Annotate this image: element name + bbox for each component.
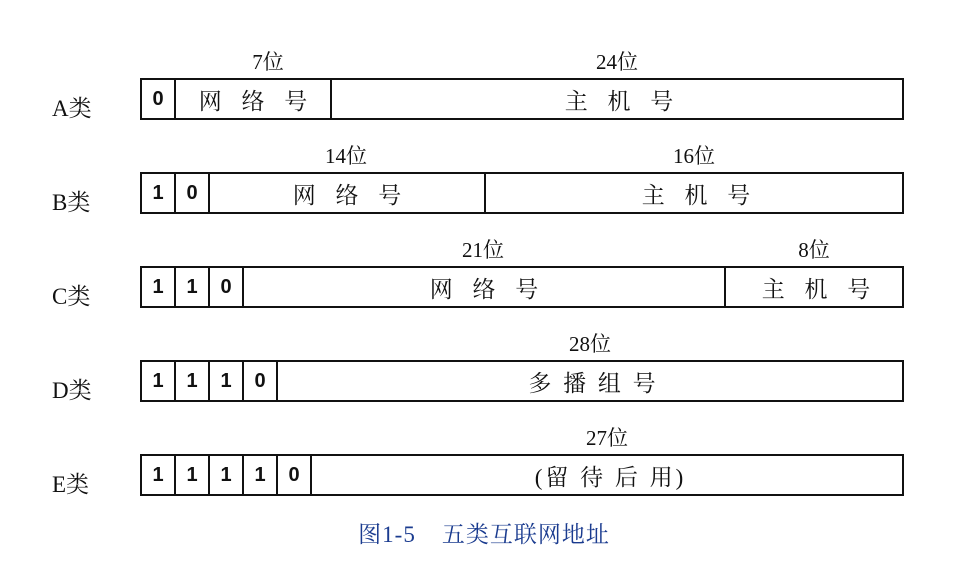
prefix-bit-cell: 1 [210, 456, 244, 494]
prefix-bit-cell: 0 [142, 80, 176, 118]
bit-width-label: 27位 [586, 426, 628, 450]
bit-width-label: 28位 [569, 332, 611, 356]
field-cell: 多 播 组 号 [528, 370, 659, 396]
address-class-row [0, 232, 968, 318]
address-format-bar [140, 360, 904, 402]
address-class-label: A类 [52, 96, 92, 121]
bit-width-label: 16位 [673, 144, 715, 168]
field-cell: 主 机 号 [761, 276, 878, 302]
field-cell: 网 络 号 [176, 80, 332, 118]
prefix-bit-cell: 0 [278, 456, 312, 494]
prefix-bit-cell: 1 [210, 362, 244, 400]
address-class-label: C类 [52, 284, 91, 309]
prefix-bit-cell: 1 [244, 456, 278, 494]
address-class-row [0, 420, 968, 506]
address-format-bar [140, 172, 904, 214]
field-cell: 主 机 号 [564, 88, 681, 114]
address-class-row [0, 138, 968, 224]
field-cell: 主 机 号 [641, 182, 758, 208]
address-class-label: D类 [52, 378, 92, 403]
bit-width-label: 21位 [462, 238, 504, 262]
prefix-bit-cell: 1 [176, 456, 210, 494]
prefix-bit-cell: 0 [244, 362, 278, 400]
address-format-bar [140, 266, 904, 308]
prefix-bit-cell: 0 [210, 268, 244, 306]
bit-width-label: 24位 [596, 50, 638, 74]
address-format-bar [140, 454, 904, 496]
address-class-row [0, 326, 968, 412]
prefix-bit-cell: 1 [142, 174, 176, 212]
address-class-label: B类 [52, 190, 91, 215]
field-cell: 网 络 号 [244, 268, 726, 306]
address-class-row [0, 44, 968, 130]
field-cell: 网 络 号 [210, 174, 486, 212]
prefix-bit-cell: 1 [176, 268, 210, 306]
field-cell: (留 待 后 用) [534, 464, 687, 490]
prefix-bit-cell: 1 [142, 268, 176, 306]
address-class-label: E类 [52, 472, 90, 497]
bit-width-label: 7位 [252, 50, 284, 74]
figure-caption-title: 五类互联网地址 [441, 522, 610, 547]
prefix-bit-cell: 1 [142, 362, 176, 400]
prefix-bit-cell: 1 [176, 362, 210, 400]
prefix-bit-cell: 1 [142, 456, 176, 494]
bit-width-label: 8位 [798, 238, 830, 262]
bit-width-label: 14位 [325, 144, 367, 168]
prefix-bit-cell: 0 [176, 174, 210, 212]
address-format-bar [140, 78, 904, 120]
figure-caption [0, 516, 968, 549]
figure-caption-number: 图1-5 [358, 522, 416, 547]
